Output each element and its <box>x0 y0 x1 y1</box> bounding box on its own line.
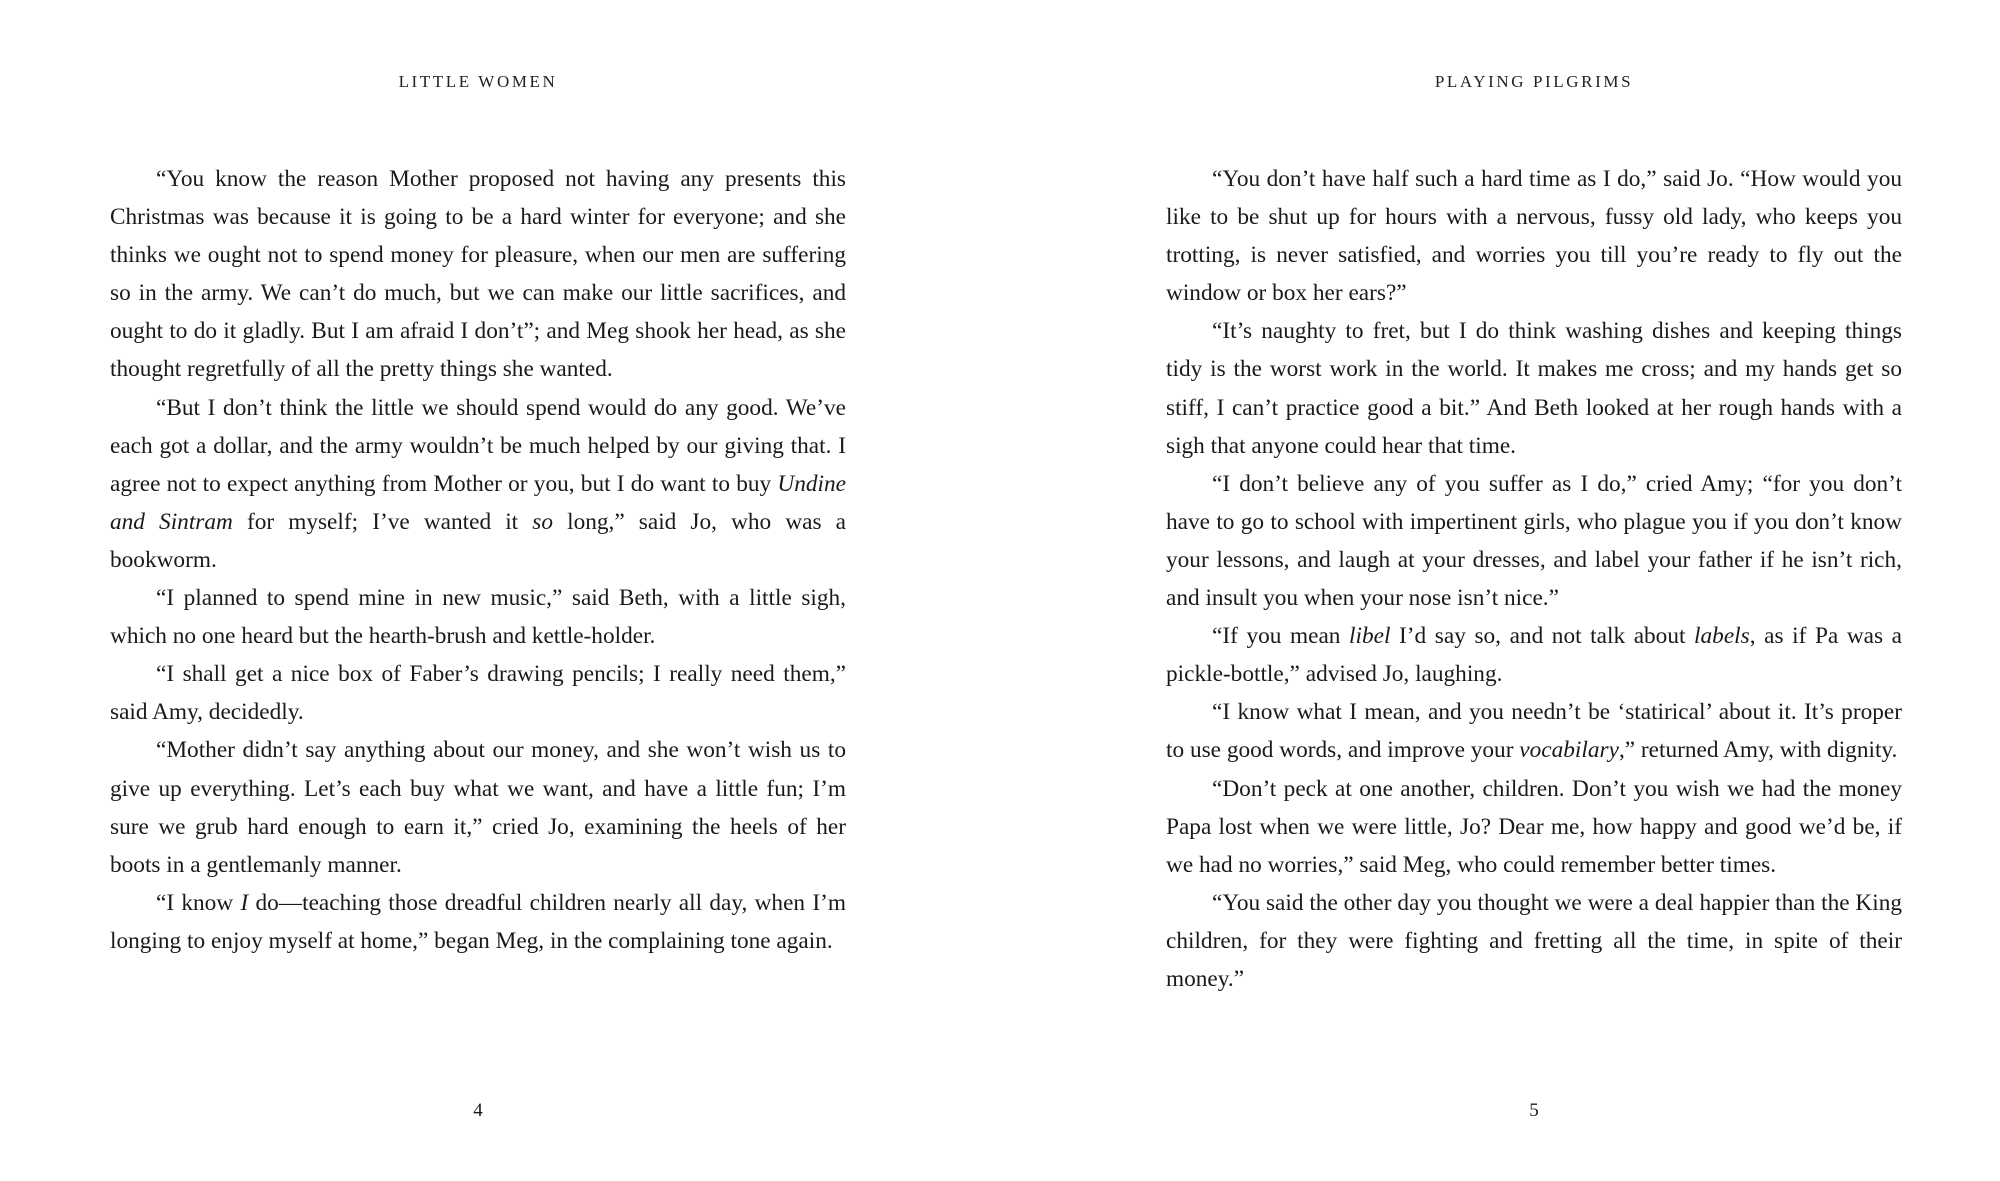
page-number-left: 4 <box>473 1100 483 1121</box>
body-text-left <box>110 160 846 960</box>
paragraph-text: ,” returned Amy, with dignity. <box>1618 737 1898 764</box>
paragraph-text: “You know the reason Mother proposed not having any presents this Christmas was because it is going to be a hard winter for everyone; and she thinks we ought not to spend money for pleasure, when our men are suffering so in the army. We can’t do much, but we can make our little sacrifices, and ought to do it gladly. But I am afraid I don’t”; and Meg shook her head, as she thought regretfully of all the pretty things she wanted. <box>110 166 846 383</box>
italic-text: Undine and Sintram <box>110 470 846 535</box>
paragraph <box>1166 465 1902 617</box>
paragraph-text: “I know <box>156 889 241 916</box>
paragraph-text: long,” said Jo, who was a bookworm. <box>110 508 846 573</box>
running-head-right: PLAYING PILGRIMS <box>1434 72 1634 91</box>
paragraph-text: “You said the other day you thought we were a deal happier than the King children, for they were fighting and fretting all the time, in spite of their money.” <box>1166 889 1902 992</box>
paragraph-text: , as if Pa was a pickle-bottle,” advised Jo, laughing. <box>1166 623 1902 688</box>
italic-text: vocabilary <box>1519 737 1619 764</box>
paragraph <box>110 579 846 655</box>
paragraph <box>110 731 846 883</box>
paragraph <box>110 655 846 731</box>
paragraph-text: “I don’t believe any of you suffer as I do,” cried Amy; “for you don’t have to go to school with impertinent girls, who plague you if you don’t know your lessons, and laugh at your dresses, and label your father if he isn’t rich, and insult you when your nose isn’t nice.” <box>1166 470 1902 612</box>
italic-text: labels <box>1694 623 1750 650</box>
paragraph-text: do—teaching those dreadful children nearly all day, when I’m longing to enjoy myself at home,” began Meg, in the complaining tone again. <box>110 889 846 954</box>
paragraph <box>1166 770 1902 884</box>
paragraph <box>110 389 846 579</box>
paragraph-text: “I shall get a nice box of Faber’s drawing pencils; I really need them,” said Amy, decidedly. <box>110 661 846 726</box>
paragraph-text: “I know what I mean, and you needn’t be ‘statirical’ about it. It’s proper to use good words, and improve your <box>1166 699 1902 764</box>
paragraph-text: “It’s naughty to fret, but I do think washing dishes and keeping things tidy is the worst work in the world. It makes me cross; and my hands get so stiff, I can’t practice good a bit.” And Beth looked at her rough hands with a sigh that anyone could hear that time. <box>1166 318 1902 459</box>
italic-text: I <box>240 889 249 916</box>
page-number-right: 5 <box>1529 1100 1539 1121</box>
paragraph <box>1166 617 1902 693</box>
paragraph <box>1166 693 1902 769</box>
paragraph <box>1166 312 1902 464</box>
paragraph-text: “You don’t have half such a hard time as I do,” said Jo. “How would you like to be shut up for hours with a nervous, fussy old lady, who keeps you trotting, is never satisfied, and worries you till you’re ready to fly out the window or box her ears?” <box>1166 166 1902 307</box>
paragraph-text: “Mother didn’t say anything about our money, and she won’t wish us to give up everything. Let’s each buy what we want, and have a little fun; I’m sure we grub hard enough to earn it,” cried Jo, examining the heels of her boots in a gentlemanly manner. <box>110 737 846 878</box>
paragraph-text: I’d say so, and not talk about <box>1390 623 1695 650</box>
body-text-right <box>1166 160 1902 998</box>
paragraph <box>1166 884 1902 998</box>
paragraph <box>110 884 846 960</box>
paragraph <box>1166 160 1902 312</box>
paragraph <box>110 160 846 389</box>
paragraph-text: “Don’t peck at one another, children. Don’t you wish we had the money Papa lost when we were little, Jo? Dear me, how happy and good we’d be, if we had no worries,” said Meg, who could remember better times. <box>1166 775 1902 878</box>
paragraph-text: “If you mean <box>1212 623 1350 650</box>
paragraph-text: for myself; I’ve wanted it <box>232 508 533 535</box>
running-head-left: LITTLE WOMEN <box>398 72 558 91</box>
right-page <box>1000 0 2000 1181</box>
italic-text: so <box>532 508 553 535</box>
italic-text: libel <box>1349 623 1391 650</box>
paragraph-text: “But I don’t think the little we should spend would do any good. We’ve each got a dollar, and the army wouldn’t be much helped by our giving that. I agree not to expect anything from Mother or you, but I do want to buy <box>110 394 846 497</box>
paragraph-text: “I planned to spend mine in new music,” said Beth, with a little sigh, which no one heard but the hearth-brush and kettle-holder. <box>110 585 846 650</box>
